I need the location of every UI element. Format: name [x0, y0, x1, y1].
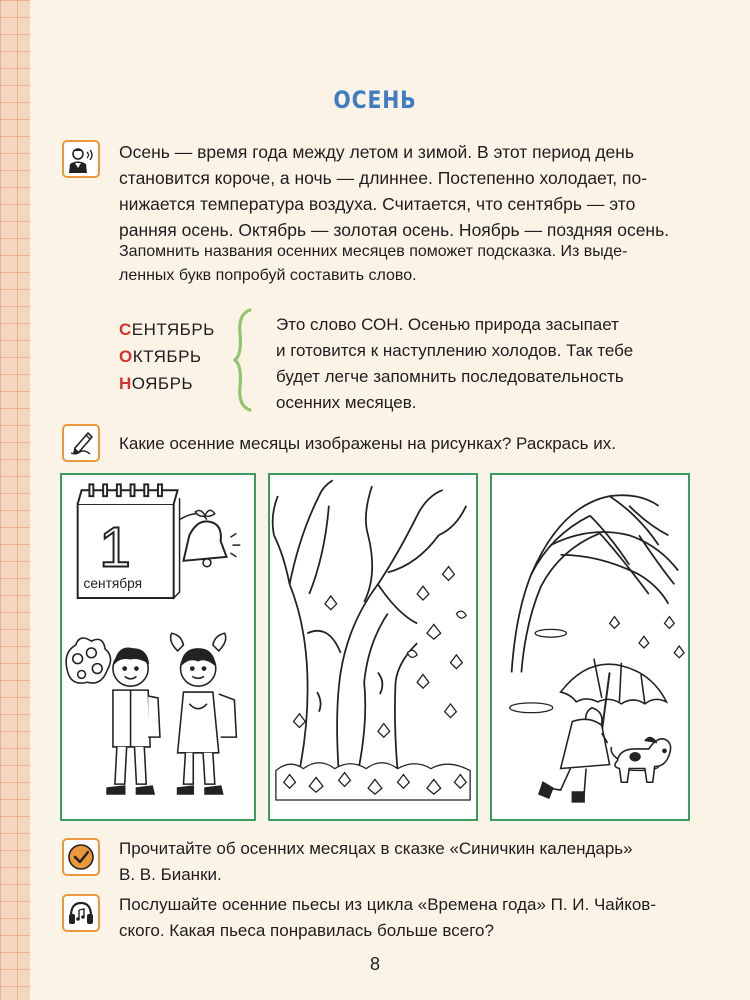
- page-number: 8: [369, 954, 380, 974]
- tree-drawing: [273, 480, 467, 770]
- decorative-grid-margin: [0, 0, 30, 1000]
- windy-tree-drawing: [512, 495, 679, 672]
- son-line: будет легче запомнить последовательность: [276, 367, 624, 386]
- hint-paragraph: [119, 240, 693, 288]
- curly-brace: [232, 308, 256, 412]
- boy-drawing: [66, 638, 160, 794]
- listening-line: Послушайте осенние пьесы из цикла «Времена года» П. И. Чайков-: [119, 895, 657, 914]
- picture-october: [268, 473, 478, 821]
- listening-line: ского. Какая пьеса понравилась больше всего?: [119, 921, 494, 940]
- calendar-drawing: [78, 484, 241, 598]
- highlighted-letter: О: [119, 347, 133, 366]
- page-title: ОСЕНЬ: [333, 86, 417, 114]
- son-line: и готовится к наступлению холодов. Так тебе: [276, 341, 634, 360]
- picture-november: [490, 473, 690, 821]
- son-line: Это слово СОН. Осенью природа засыпает: [276, 315, 619, 334]
- intro-line: нижается температура воздуха. Считается, что сентябрь — это: [119, 194, 636, 214]
- calendar-day: 1: [99, 516, 131, 580]
- month-september: [119, 316, 215, 343]
- headphones-icon: [62, 894, 100, 932]
- pencil-task-icon: [62, 424, 100, 462]
- hint-line: ленных букв попробуй составить слово.: [119, 267, 417, 284]
- intro-line: становится короче, а ночь — длиннее. Постепенно холодает, по-: [119, 168, 648, 188]
- calendar-month: сентября: [83, 576, 143, 592]
- son-explanation: [276, 312, 692, 416]
- hint-line: Запомнить названия осенних месяцев поможет подсказка. Из выде-: [119, 243, 628, 260]
- intro-paragraph: [119, 139, 693, 243]
- speaking-teacher-icon: [62, 140, 100, 178]
- puppy-drawing: [611, 738, 670, 783]
- girl-drawing: [171, 633, 237, 794]
- reading-line: Прочитайте об осенних месяцах в сказке «Синичкин календарь»: [119, 839, 633, 858]
- reading-paragraph: [119, 836, 693, 888]
- month-november: [119, 370, 215, 397]
- month-october: [119, 343, 215, 370]
- reading-line: В. В. Бианки.: [119, 865, 222, 884]
- blowing-leaves: [610, 617, 684, 658]
- highlighted-letter: Н: [119, 374, 132, 393]
- intro-line: ранняя осень. Октябрь — золотая осень. Ноябрь — поздняя осень.: [119, 220, 670, 240]
- task-text: Какие осенние месяцы изображены на рисунках? Раскрась их.: [119, 434, 616, 453]
- months-list: [119, 316, 215, 397]
- leaf-pile: [276, 763, 470, 800]
- highlighted-letter: С: [119, 320, 132, 339]
- son-line: осенних месяцев.: [276, 393, 417, 412]
- month-rest: ОЯБРЬ: [131, 374, 194, 393]
- picture-september: [60, 473, 256, 821]
- checkmark-reading-icon: [62, 838, 100, 876]
- month-rest: КТЯБРЬ: [132, 347, 202, 366]
- month-rest: ЕНТЯБРЬ: [131, 320, 215, 339]
- listening-paragraph: [119, 892, 693, 944]
- intro-line: Осень — время года между летом и зимой. В этот период день: [119, 142, 634, 162]
